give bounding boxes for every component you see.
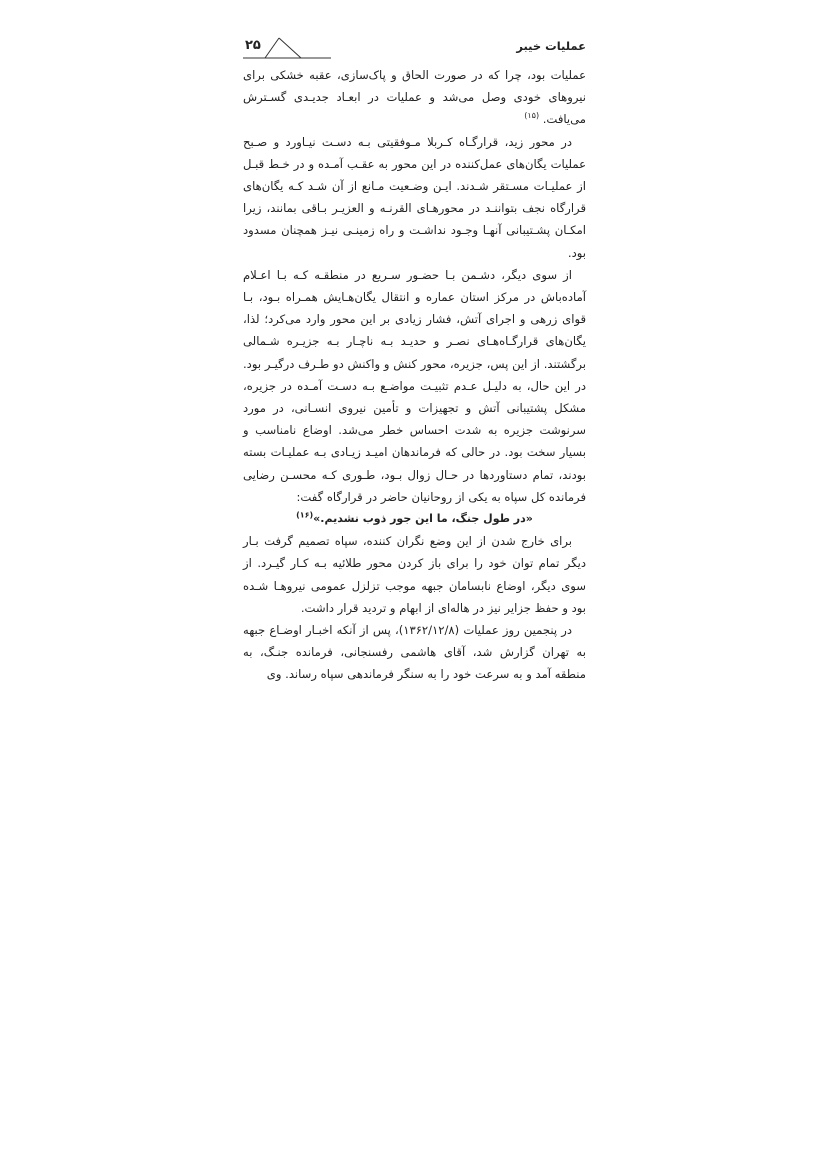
footnote-ref: (۱۵)	[524, 111, 540, 121]
running-title: عملیات خیبر	[516, 39, 586, 53]
paragraph	[243, 64, 586, 131]
paragraph: برای خارج شدن از این وضع نگران کننده، سپاه تصمیم گرفت بـار دیگر تمام توان خود را برای باز کردن محور طلائیه بـه کـار گیـرد. از سوی دیگر، اوضاع نابسامان جبهه موجب تزلزل عمومی نیروهـا شـده بود و حفظ جزایر نیز در هاله‌ای از ابهام و تردید قرار داشت.	[243, 534, 586, 615]
paragraph: از سوی دیگر، دشـمن بـا حضـور سـریع در منطقـه کـه بـا اعـلام آماده‌باش در مرکز استان عماره و انتقال یگان‌هـایش همـراه بـود، بـا قوای زرهی و اجرای آتش، فشار زیادی بر این محور وارد می‌کرد؛ لذا، یگان‌های قرارگـاه‌هـای نصـر و حدیـد بـه ناچـار بـه جزیـره شـمالی برگشتند. از این پس، جزیره، محور کنش و واکنش دو طـرف درگیـر بود. در این حال، به دلیـل عـدم تثبیـت مواضـع بـه دسـت آمـده در جزیره، مشکل پشتیبانی آتش و تجهیزات و تأمین نیروی انسـانی، در مورد سرنوشت جزیره به شدت احساس خطر می‌شد. اوضاع نامناسب و بسیار سخت بود. در حالی که فرماندهان امیـد زیـادی بـه عملیـات بسته بودند، تمام دستاوردها در حـال زوال بـود، طـوری کـه محسـن رضایی فرمانده کل سپاه به یکی از روحانیان حاضر در قرارگاه گفت:	[243, 267, 586, 504]
paragraph-text: عملیات بود، چرا که در صورت الحاق و پاک‌سازی، عقبه خشکی برای نیروهای خودی وصل می‌شد و عملیات در ابعـاد جدیـدی گسـترش می‌یافت.	[243, 68, 586, 127]
page-body	[243, 64, 586, 686]
header-divider	[243, 36, 586, 60]
page-header	[243, 36, 586, 60]
paragraph: در محور زید، قرارگـاه کـربلا مـوفقیتی بـه دسـت نیـاورد و صـبح عملیات یگان‌های عمل‌کننده در این محور به عقـب آمـده و در خـط قبـل از عملیـات مسـتقر شـدند. ایـن وضـعیت مـانع از آن شـد کـه یگان‌های قرارگاه نجف بتواننـد در محورهـای القرنـه و العزیـر بـاقی بمانند، زیرا امکـان پشـتیبانی آنهـا وجـود نداشـت و راه زمینـی نیـز همچنان مسدود بود.	[243, 134, 586, 260]
quotation-text: «در طول جنگ، ما این جور ذوب نشدیم.»	[313, 512, 533, 526]
paragraph: در پنجمین روز عملیات (۱۳۶۲/۱۲/۸)، پس از آنکه اخبـار اوضـاع جبهه به تهران گزارش شد، آقای هاشمی رفسنجانی، فرمانده جنـگ، به منطقه آمد و به سرعت خود را به سنگر فرماندهی سپاه رساند. وی	[243, 623, 586, 682]
quotation	[243, 508, 586, 530]
book-page	[243, 36, 586, 686]
footnote-ref: (۱۶)	[296, 510, 314, 520]
page-number: ۲۵	[245, 38, 261, 53]
